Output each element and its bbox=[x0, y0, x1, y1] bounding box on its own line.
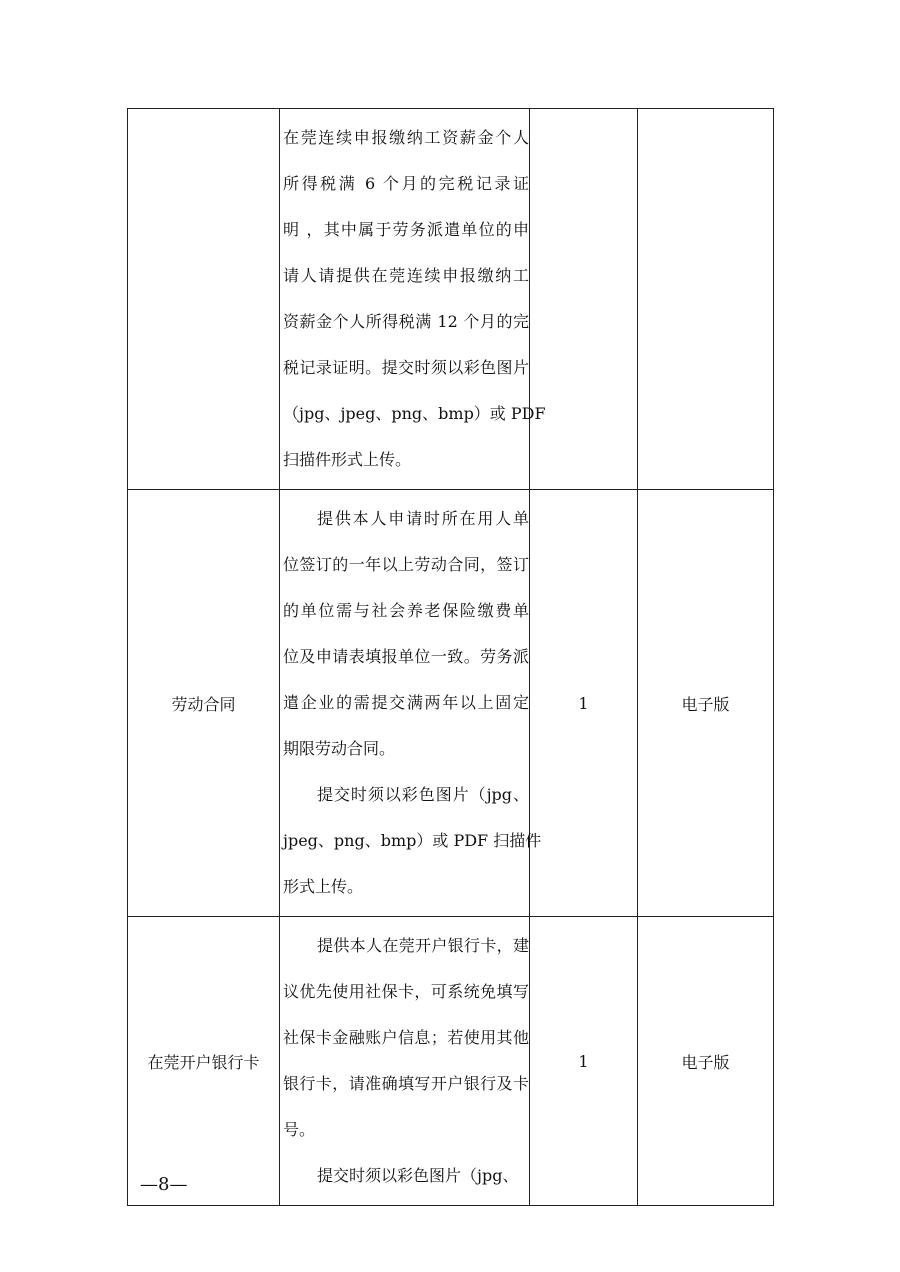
requirement-line: 位签订的一年以上劳动合同，签订 bbox=[283, 555, 529, 574]
requirement-line: 议优先使用社保卡，可系统免填写 bbox=[283, 982, 529, 1001]
requirement-line: 提供本人申请时所在用人单 bbox=[317, 509, 529, 528]
material-name-cell: 劳动合同 bbox=[128, 490, 280, 917]
requirement-line: 在莞连续申报缴纳工资薪金个人 bbox=[283, 128, 529, 147]
material-name-cell bbox=[128, 109, 280, 490]
requirement-line: 遣企业的需提交满两年以上固定 bbox=[283, 693, 529, 712]
requirement-cell bbox=[280, 109, 546, 490]
requirement-line: 社保卡金融账户信息；若使用其他 bbox=[283, 1028, 529, 1047]
requirement-line: 明 ，其中属于劳务派遣单位的申 bbox=[283, 220, 529, 239]
format-cell bbox=[638, 109, 774, 490]
table-row bbox=[128, 109, 774, 490]
requirement-line: jpeg、png、bmp）或 PDF 扫描件 bbox=[283, 831, 542, 850]
requirement-line: 银行卡，请准确填写开户银行及卡 bbox=[283, 1074, 529, 1093]
requirement-line: 的单位需与社会养老保险缴费单 bbox=[283, 601, 529, 620]
page-number: —8— bbox=[140, 1174, 188, 1195]
table-row bbox=[128, 917, 774, 1206]
material-name-cell: 在莞开户银行卡 bbox=[128, 917, 280, 1206]
format-cell: 电子版 bbox=[638, 917, 774, 1206]
requirement-line: 期限劳动合同。 bbox=[283, 739, 396, 758]
requirement-cell bbox=[280, 917, 530, 1206]
quantity-cell: 1 bbox=[530, 917, 638, 1206]
requirement-line: （jpg、jpeg、png、bmp）或 PDF bbox=[283, 404, 546, 423]
requirement-line: 形式上传。 bbox=[283, 877, 364, 896]
requirement-line: 税记录证明。提交时须以彩色图片 bbox=[283, 358, 529, 377]
requirement-line: 所得税满 6 个月的完税记录证 bbox=[283, 174, 529, 193]
requirement-line: 请人请提供在莞连续申报缴纳工 bbox=[283, 266, 529, 285]
requirement-line: 提交时须以彩色图片（jpg、 bbox=[317, 1166, 519, 1185]
requirement-line: 扫描件形式上传。 bbox=[283, 450, 412, 469]
document-table bbox=[127, 108, 774, 1206]
requirement-line: 资薪金个人所得税满 12 个月的完 bbox=[283, 312, 529, 331]
quantity-cell bbox=[530, 109, 638, 490]
format-cell: 电子版 bbox=[638, 490, 774, 917]
requirement-line: 提交时须以彩色图片（jpg、 bbox=[317, 785, 529, 804]
quantity-cell: 1 bbox=[530, 490, 638, 917]
requirement-line: 提供本人在莞开户银行卡，建 bbox=[317, 936, 529, 955]
requirement-line: 号。 bbox=[283, 1120, 316, 1139]
requirement-cell bbox=[280, 490, 542, 917]
table-row bbox=[128, 490, 774, 917]
requirement-line: 位及申请表填报单位一致。劳务派 bbox=[283, 647, 529, 666]
